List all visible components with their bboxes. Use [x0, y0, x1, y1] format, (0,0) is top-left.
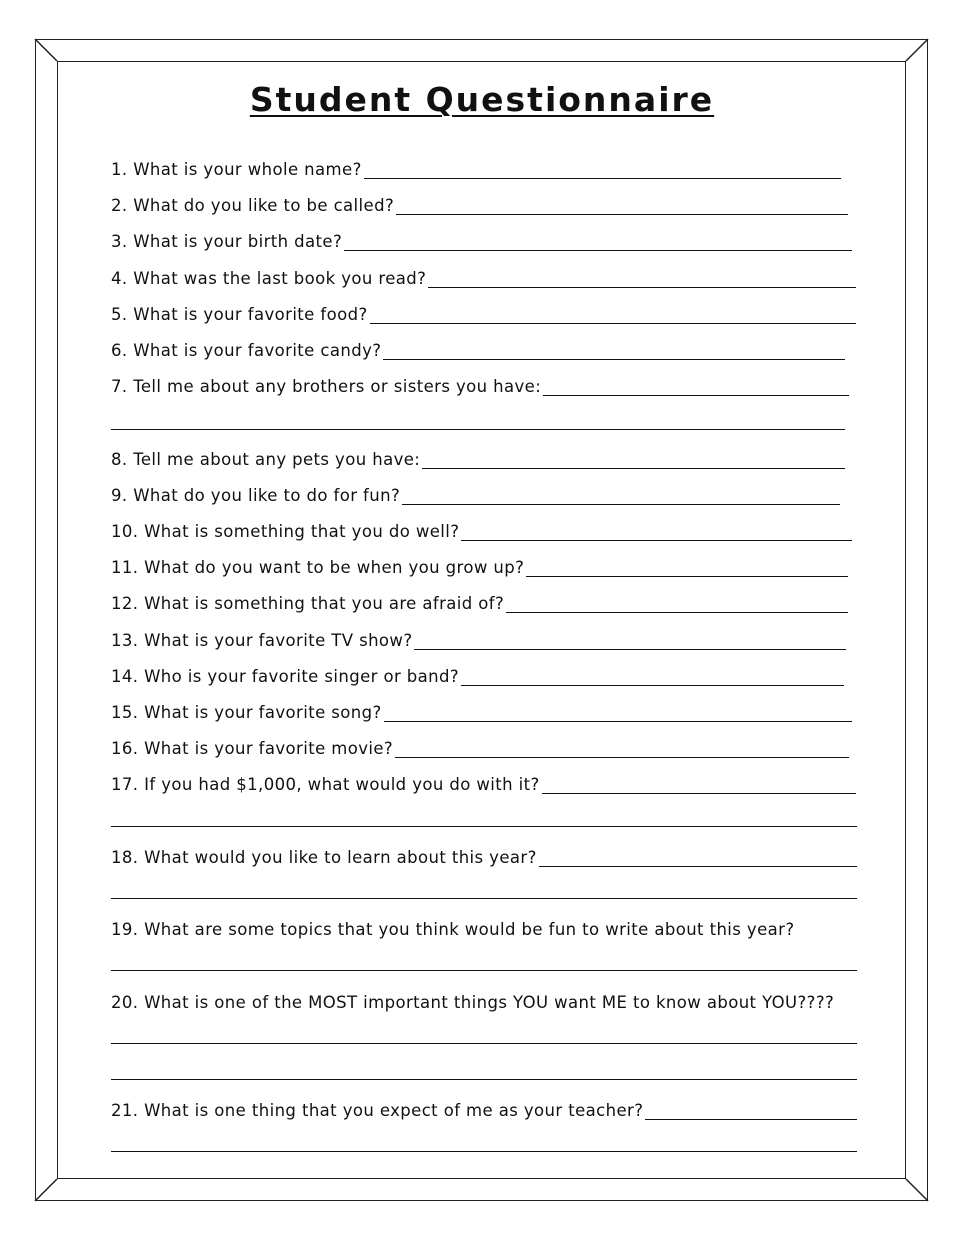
question-label: 6. What is your favorite candy?	[111, 341, 382, 360]
question-row	[111, 662, 844, 686]
question-label: 14. Who is your favorite singer or band?	[111, 667, 460, 686]
answer-line[interactable]	[414, 631, 846, 650]
answer-line[interactable]	[539, 848, 857, 867]
answer-line[interactable]	[645, 1101, 857, 1120]
question-label: 10. What is something that you do well?	[111, 522, 460, 541]
answer-line[interactable]	[370, 305, 856, 324]
question-row	[111, 553, 848, 577]
answer-line[interactable]	[364, 160, 841, 179]
answer-line[interactable]	[461, 522, 852, 541]
question-label: 4. What was the last book you read?	[111, 269, 427, 288]
question-row	[111, 300, 856, 324]
question-label: 16. What is your favorite movie?	[111, 739, 394, 758]
answer-line[interactable]	[526, 558, 848, 577]
answer-line[interactable]	[542, 775, 856, 794]
question-label: 20. What is one of the MOST important things YOU want ME to know about YOU????	[111, 993, 835, 1012]
answer-line[interactable]	[111, 429, 845, 430]
question-label: 18. What would you like to learn about this year?	[111, 848, 537, 867]
question-row	[111, 915, 857, 939]
answer-line[interactable]	[111, 826, 857, 827]
answer-line[interactable]	[111, 1151, 857, 1152]
question-row	[111, 589, 848, 613]
answer-line[interactable]	[402, 486, 840, 505]
question-label: 12. What is something that you are afraid of?	[111, 594, 505, 613]
question-row	[111, 517, 852, 541]
page-title: Student Questionnaire	[249, 80, 715, 119]
answer-line[interactable]	[384, 703, 852, 722]
question-label: 2. What do you like to be called?	[111, 196, 395, 215]
question-label: 5. What is your favorite food?	[111, 305, 368, 324]
question-row	[111, 770, 856, 794]
question-row	[111, 155, 841, 179]
answer-line[interactable]	[506, 594, 848, 613]
question-row	[111, 843, 857, 867]
question-row	[111, 988, 857, 1012]
answer-line[interactable]	[543, 377, 849, 396]
answer-line[interactable]	[383, 341, 845, 360]
question-row	[111, 698, 852, 722]
question-row	[111, 227, 852, 251]
answer-line[interactable]	[111, 970, 857, 971]
question-label: 3. What is your birth date?	[111, 232, 343, 251]
answer-line[interactable]	[395, 739, 849, 758]
answer-line[interactable]	[111, 898, 857, 899]
answer-line[interactable]	[111, 1079, 857, 1080]
answer-line[interactable]	[461, 667, 844, 686]
question-row	[111, 626, 846, 650]
question-label: 17. If you had $1,000, what would you do with it?	[111, 775, 540, 794]
question-label: 7. Tell me about any brothers or sisters you have:	[111, 377, 542, 396]
question-row	[111, 264, 856, 288]
answer-line[interactable]	[111, 1043, 857, 1044]
question-row	[111, 1096, 857, 1120]
question-label: 19. What are some topics that you think would be fun to write about this year?	[111, 920, 795, 939]
question-label: 8. Tell me about any pets you have:	[111, 450, 421, 469]
question-label: 21. What is one thing that you expect of me as your teacher?	[111, 1101, 644, 1120]
answer-line[interactable]	[344, 232, 852, 251]
question-row	[111, 734, 849, 758]
question-label: 13. What is your favorite TV show?	[111, 631, 413, 650]
question-label: 15. What is your favorite song?	[111, 703, 382, 722]
question-label: 9. What do you like to do for fun?	[111, 486, 401, 505]
answer-line[interactable]	[422, 450, 845, 469]
question-row	[111, 336, 845, 360]
question-row	[111, 481, 840, 505]
question-label: 1. What is your whole name?	[111, 160, 362, 179]
question-row	[111, 372, 849, 396]
question-row	[111, 445, 845, 469]
answer-line[interactable]	[396, 196, 848, 215]
question-label: 11. What do you want to be when you grow up?	[111, 558, 525, 577]
question-row	[111, 191, 848, 215]
answer-line[interactable]	[428, 269, 856, 288]
